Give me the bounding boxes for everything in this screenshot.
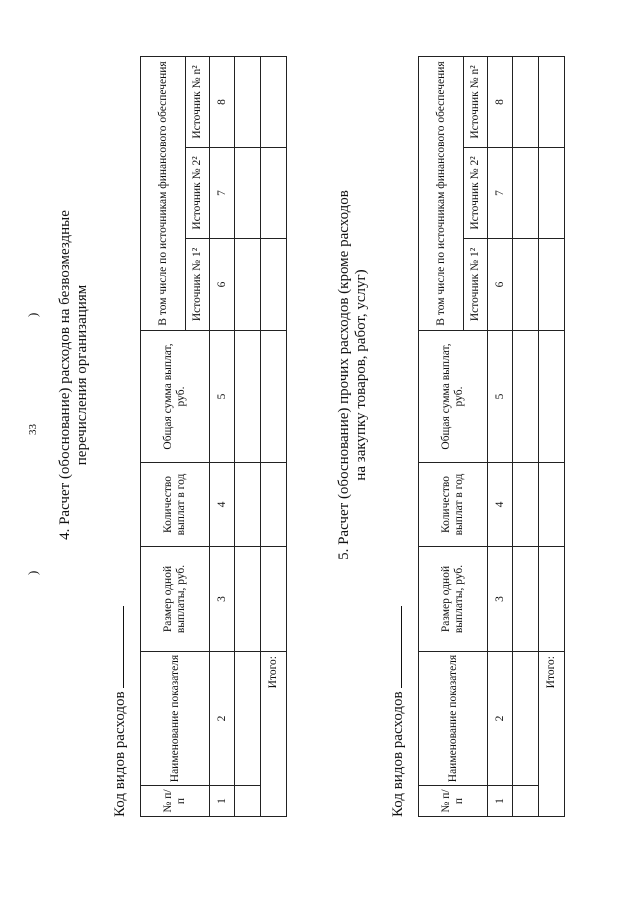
- empty-cell[interactable]: [235, 463, 261, 547]
- empty-cell[interactable]: [539, 463, 565, 547]
- section4-title-line1: 4. Расчет (обоснование) расходов на безвозмездные: [57, 210, 73, 540]
- empty-cell[interactable]: [235, 331, 261, 463]
- empty-cell[interactable]: [513, 56, 539, 147]
- table-header-row: [141, 56, 186, 816]
- header-col-group: В том числе по источникам финансового обеспечения: [141, 56, 186, 330]
- empty-cell[interactable]: [539, 239, 565, 331]
- num-cell: 4: [488, 463, 513, 547]
- table-number-row: [210, 56, 235, 816]
- num-cell: 7: [488, 148, 513, 239]
- header-col-name: Наименование показателя: [141, 652, 210, 786]
- num-cell: 3: [210, 547, 235, 652]
- empty-cell[interactable]: [235, 56, 261, 147]
- num-cell: 4: [210, 463, 235, 547]
- header-col-name: Наименование показателя: [419, 652, 488, 786]
- header-col-count: Количество выплат в год: [419, 463, 488, 547]
- section5-title-line1: 5. Расчет (обоснование) прочих расходов (кроме расходов: [336, 190, 352, 560]
- section4-title-line2: перечисления организациям: [74, 284, 90, 466]
- empty-cell[interactable]: [539, 56, 565, 147]
- section5-title: [336, 85, 370, 665]
- empty-cell[interactable]: [261, 547, 287, 652]
- header-col-total: Общая сумма выплат, руб.: [141, 331, 210, 463]
- empty-cell[interactable]: [235, 652, 261, 786]
- empty-cell[interactable]: [235, 547, 261, 652]
- total-label: Итого:: [261, 652, 287, 817]
- num-cell: 5: [488, 331, 513, 463]
- empty-cell[interactable]: [513, 463, 539, 547]
- table-number-row: [488, 56, 513, 816]
- empty-cell[interactable]: [235, 786, 261, 817]
- total-label: Итого:: [539, 652, 565, 817]
- section5-code-field[interactable]: [388, 606, 402, 688]
- section5-code-label: Код видов расходов: [390, 691, 406, 817]
- empty-cell[interactable]: [235, 239, 261, 331]
- empty-cell[interactable]: [261, 56, 287, 147]
- num-cell: 7: [210, 148, 235, 239]
- header-src1: Источник № 1²: [464, 239, 488, 331]
- section5-title-line2: на закупку товаров, работ, услуг): [353, 269, 369, 481]
- num-cell: 6: [210, 239, 235, 331]
- table-row: [235, 56, 261, 816]
- parenthesis-right: ): [25, 312, 40, 317]
- empty-cell[interactable]: [261, 331, 287, 463]
- section5-code-row: [388, 606, 407, 817]
- header-col-count: Количество выплат в год: [141, 463, 210, 547]
- empty-cell[interactable]: [513, 239, 539, 331]
- header-col-total: Общая сумма выплат, руб.: [419, 331, 488, 463]
- num-cell: 8: [488, 56, 513, 147]
- header-col-no: № п/п: [419, 786, 488, 817]
- empty-cell[interactable]: [513, 652, 539, 786]
- section4-code-label: Код видов расходов: [112, 691, 128, 817]
- empty-cell[interactable]: [513, 786, 539, 817]
- empty-cell[interactable]: [261, 239, 287, 331]
- header-col-size: Размер одной выплаты, руб.: [419, 547, 488, 652]
- empty-cell[interactable]: [235, 148, 261, 239]
- num-cell: 1: [488, 786, 513, 817]
- header-srcn: Источник № n²: [186, 56, 210, 147]
- empty-cell[interactable]: [513, 148, 539, 239]
- table-header-row: [419, 56, 464, 816]
- empty-cell[interactable]: [539, 148, 565, 239]
- section4-table: [140, 56, 287, 817]
- empty-cell[interactable]: [261, 148, 287, 239]
- num-cell: 1: [210, 786, 235, 817]
- empty-cell[interactable]: [513, 547, 539, 652]
- num-cell: 2: [210, 652, 235, 786]
- num-cell: 3: [488, 547, 513, 652]
- section4-code-field[interactable]: [110, 606, 124, 688]
- num-cell: 5: [210, 331, 235, 463]
- parenthesis-left: ): [25, 570, 40, 575]
- header-col-group: В том числе по источникам финансового обеспечения: [419, 56, 464, 330]
- num-cell: 8: [210, 56, 235, 147]
- header-col-no: № п/п: [141, 786, 210, 817]
- header-col-size: Размер одной выплаты, руб.: [141, 547, 210, 652]
- table-row: [513, 56, 539, 816]
- section4-title: [57, 95, 91, 655]
- empty-cell[interactable]: [539, 331, 565, 463]
- header-srcn: Источник № n²: [464, 56, 488, 147]
- empty-cell[interactable]: [513, 331, 539, 463]
- section5-table: [418, 56, 565, 817]
- page-number: 33: [27, 424, 39, 435]
- header-src2: Источник № 2²: [186, 148, 210, 239]
- num-cell: 6: [488, 239, 513, 331]
- empty-cell[interactable]: [539, 547, 565, 652]
- num-cell: 2: [488, 652, 513, 786]
- header-src2: Источник № 2²: [464, 148, 488, 239]
- header-src1: Источник № 1²: [186, 239, 210, 331]
- empty-cell[interactable]: [261, 463, 287, 547]
- table-total-row: [261, 56, 287, 816]
- section4-code-row: [110, 606, 129, 817]
- table-total-row: [539, 56, 565, 816]
